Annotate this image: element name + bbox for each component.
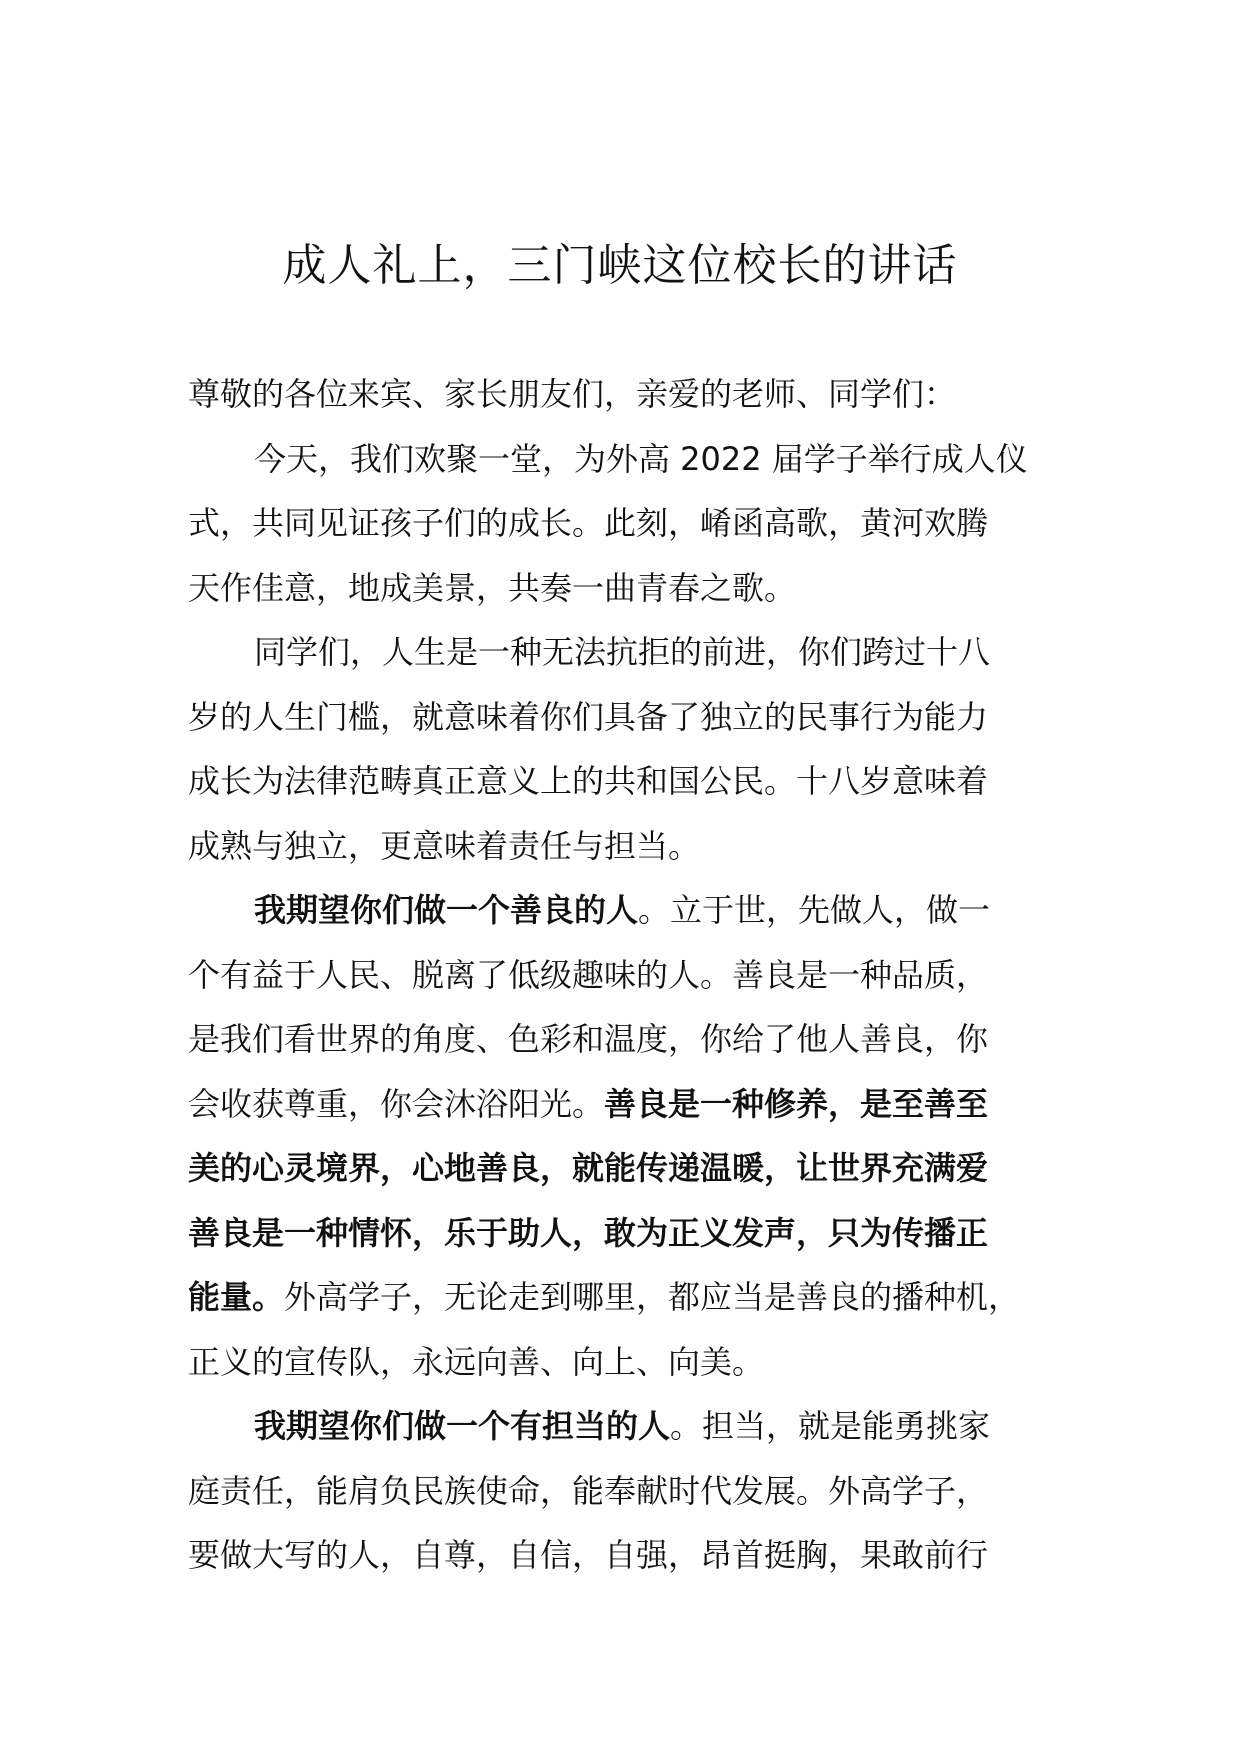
- paragraph-line: 今天，我们欢聚一堂，为外高 2022 届学子举行成人仪: [254, 439, 1028, 478]
- paragraph-line: [188, 1265, 1068, 1330]
- paragraph-text: 。立于世，先做人，做一: [638, 891, 991, 929]
- paragraph-line: 是我们看世界的角度、色彩和温度，你给了他人善良，你: [188, 1020, 989, 1058]
- paragraph-text: 外高学子，无论走到哪里，都应当是善良的播种机，: [284, 1278, 1021, 1316]
- paragraph-line-emphasis: 美的心灵境界，心地善良，就能传递温暖，让世界充满爱: [188, 1149, 989, 1187]
- paragraph-line: [188, 878, 1068, 943]
- paragraph-line: [188, 1072, 1068, 1137]
- paragraph-line: 岁的人生门槛，就意味着你们具备了独立的民事行为能力: [188, 697, 989, 736]
- paragraph-2: [188, 620, 1068, 878]
- emphasis-text: 能量。: [188, 1278, 285, 1316]
- paragraph-4: [188, 1394, 1068, 1588]
- paragraph-line: [188, 1394, 1068, 1459]
- salutation: 尊敬的各位来宾、家长朋友们，亲爱的老师、同学们：: [188, 375, 957, 413]
- paragraph-line: 同学们，人生是一种无法抗拒的前进，你们跨过十八: [254, 633, 991, 671]
- paragraph-line: 庭责任，能肩负民族使命，能奉献时代发展。外高学子，: [188, 1471, 989, 1510]
- paragraph-text: 。担当，就是能勇挑家: [670, 1407, 991, 1445]
- paragraph-text: 会收获尊重，你会沐浴阳光。: [188, 1084, 605, 1123]
- paragraph-line: 正义的宣传队，永远向善、向上、向美。: [188, 1342, 765, 1381]
- paragraph-line: 成长为法律范畴真正意义上的共和国公民。十八岁意味着: [188, 762, 989, 800]
- paragraph-line: 成熟与独立，更意味着责任与担当。: [188, 826, 701, 865]
- paragraph-1: [188, 427, 1068, 621]
- paragraph-3: [188, 878, 1068, 1394]
- paragraph-line: 式，共同见证孩子们的成长。此刻，崤函高歌，黄河欢腾: [188, 504, 989, 542]
- document-body: [188, 362, 1068, 1588]
- emphasis-text: 善良是一种修养，是至善至: [604, 1084, 989, 1123]
- emphasis-text: 我期望你们做一个有担当的人: [254, 1407, 671, 1445]
- paragraph-line: 个有益于人民、脱离了低级趣味的人。善良是一种品质，: [188, 955, 989, 994]
- document-title: 成人礼上，三门峡这位校长的讲话: [282, 240, 958, 291]
- paragraph-line: 天作佳意，地成美景，共奏一曲青春之歌。: [188, 568, 797, 607]
- paragraph-line-emphasis: 善良是一种情怀，乐于助人，敢为正义发声，只为传播正: [188, 1213, 989, 1252]
- paragraph-line: 要做大写的人，自尊，自信，自强，昂首挺胸，果敢前行: [188, 1536, 989, 1574]
- emphasis-text: 我期望你们做一个善良的人: [254, 891, 639, 929]
